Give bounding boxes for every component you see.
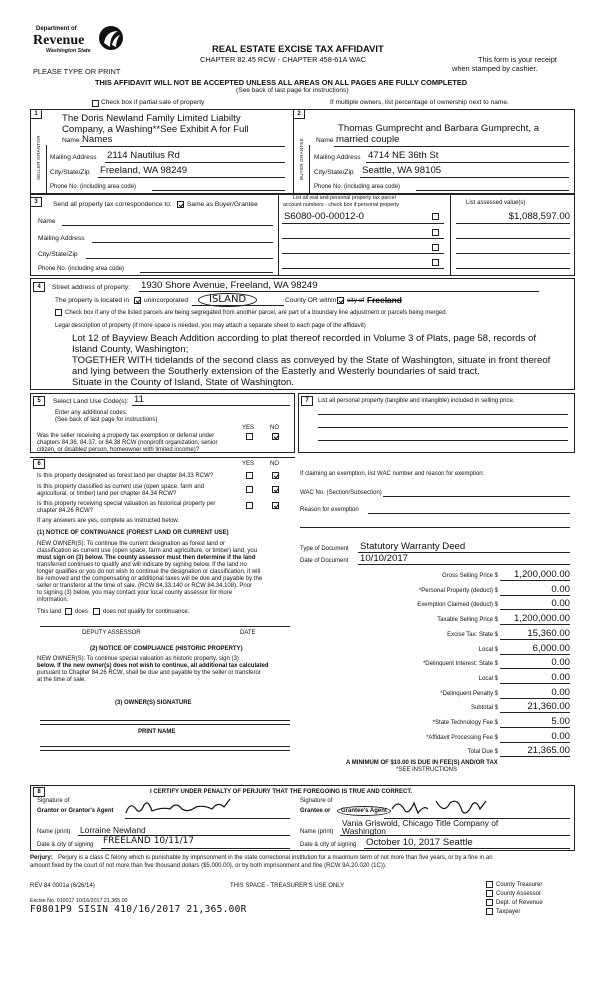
partial-sale-checkbox[interactable] [92,100,99,107]
tax-row-label: Subtotal $ [470,705,498,711]
form-title: REAL ESTATE EXCISE TAX AFFIDAVIT [212,43,384,54]
legal-line-1[interactable]: Lot 12 of Bayview Beach Addition according to plat thereof recorded in Volume 3 of Plats, page 58, records of [72,333,536,344]
copy-dept-revenue: Dept. of Revenue [496,900,543,906]
notice1-line6: be removed and the compensating or additional taxes will be due and payable by the [37,576,263,582]
tax-row-value[interactable]: 1,200,000.00 [513,569,570,580]
perjury-label: Perjury: [30,855,53,861]
grantor-name[interactable]: Lorraine Newland [80,825,146,835]
assessed-header: List assessed value(s) [466,200,526,206]
current-use-question-a: Is this property classified as current use (open space, farm and [37,484,205,490]
completion-warning: THIS AFFIDAVIT WILL NOT BE ACCEPTED UNLESS ALL AREAS ON ALL PAGES ARE FULLY COMPLETED [95,78,468,87]
owner-signature-title: (3) OWNER(S) SIGNATURE [115,700,192,706]
parcel-2-personal-checkbox[interactable] [432,229,439,236]
tax-row-underline [500,595,570,596]
tax-row-value[interactable]: 21,360.00 [527,701,570,712]
s5-yes-header: YES [242,425,255,431]
rev-number: REV 84 0001a (6/26/14) [30,883,95,889]
cashier-stamp-line: F0801P9 SISIN 410/16/2017 21,365.00R [30,904,247,915]
legal-description-label: Legal description of property (if more space is needed, you may attach a separate sheet to each page of the affidavit) [55,323,366,329]
buyer-city-value[interactable]: Seattle, WA 98105 [362,165,442,176]
parcel-3-personal-checkbox[interactable] [432,244,439,251]
grantee-name-print-label: Name (print) [300,829,334,835]
tax-row-underline [500,712,570,713]
notice-continuance-title: (1) NOTICE OF CONTINUANCE (FOREST LAND OR CURRENT USE) [37,530,229,536]
wac-label: WAC No. (Section/Subsection) [300,490,382,496]
historic-question-a: Is this property receiving special valuation as historical property per [37,501,216,507]
section-8-number: 8 [33,787,45,797]
parcel-header-2: account numbers - check box if personal property [283,202,400,208]
exemption-no-checkbox[interactable] [272,433,279,440]
tax-row-value[interactable]: 1,200,000.00 [513,613,570,624]
notice1-line8: to signing (3) below, you may contact your local county assessor for more [37,590,233,596]
tax-row-underline [500,742,570,743]
tax-row-label: Excise Tax: State $ [447,632,498,638]
buyer-city-label: City/State/Zip [314,169,354,176]
receipt-note-2: when stamped by cashier. [452,64,538,73]
agency-line1: Department of [36,26,77,32]
legal-line-5[interactable]: Situate in the County of Island, State of Washington. [72,377,295,388]
deputy-assessor-label: DEPUTY ASSESSOR [82,630,141,636]
copy-taxpayer: Taxpayer [496,909,521,915]
grantee-signature-icon[interactable] [388,795,508,819]
buyer-mailing-label: Mailing Address [314,154,361,161]
if-yes-note: If any answers are yes, complete as instructed below. [37,518,180,524]
copy-county-assessor: County Assessor [496,891,542,897]
tax-row-value[interactable]: 6,000.00 [532,643,570,654]
tax-row-underline [500,654,570,655]
grantee-sig-of: Signature of [300,798,333,804]
doc-type-value[interactable]: Statutory Warranty Deed [360,541,466,552]
section-5-number: 5 [33,396,45,406]
grantor-agent-label: Grantor or Grantor's Agent [37,808,114,814]
forest-yes-checkbox[interactable] [246,472,253,479]
certify-statement: I CERTIFY UNDER PENALTY OF PERJURY THAT THE FOREGOING IS TRUE AND CORRECT. [150,789,413,795]
seller-name-line2[interactable]: Company, a Washing**See Exhibit A for Full [62,124,249,135]
section-3-number: 3 [30,197,42,207]
city-value[interactable]: Freeland [367,295,402,305]
buyer-side-label: BUYER GRANTEE [299,138,304,180]
current-use-yes-checkbox[interactable] [246,486,253,493]
copy-dept-revenue-checkbox[interactable] [486,899,493,906]
send-correspondence-label: Send all property tax correspondence to: [53,201,172,208]
tax-row-label: Gross Selling Price $ [441,573,498,579]
grantor-signature-icon[interactable] [122,795,242,819]
legal-line-2[interactable]: Island County, Washington; [72,344,189,355]
additional-codes-note: (See back of last page for instructions) [55,417,158,423]
seller-city-label: City/State/Zip [50,169,90,176]
corr-mailing-label: Mailing Address [38,235,85,242]
notice2-line1: NEW OWNER(S): To continue special valuation as historic property, sign (3) [37,656,239,662]
grantor-sig-of: Signature of [37,798,70,804]
historic-question-b: chapter 84.26 RCW? [37,508,94,514]
notice1-line9: information. [37,597,69,603]
tax-row-underline [500,727,570,728]
tax-row-label: *State Technology Fee $ [432,720,498,726]
treasurer-space-label: THIS SPACE - TREASURER'S USE ONLY [230,883,345,889]
grantor-name-print-label: Name (print) [37,829,71,835]
parcel-4-personal-checkbox[interactable] [432,259,439,266]
seller-name-line1[interactable]: The Doris Newland Family Limited Liabilty [62,113,241,124]
tax-row-value[interactable]: 0.00 [551,687,570,698]
agency-line3: Washington State [46,48,91,54]
exemption-q3: citizen, or disabled person, homeowner with limited income)? [37,447,200,453]
deputy-date-label: DATE [240,630,256,636]
tax-row-label: *Personal Property (deduct) $ [418,588,498,594]
section-2-number: 2 [293,109,305,119]
grantee-date-city[interactable]: October 10, 2017 Seattle [366,837,473,848]
tax-row-label: Total Due $ [467,749,498,755]
form-subtitle: CHAPTER 82.45 RCW - CHAPTER 458-61A WAC [200,55,367,64]
unincorporated-label: unincorporated [144,297,188,304]
exemption-q2: chapters 84.36, 84.37, or 84.38 RCW (nonprofit organization, senior [37,440,218,446]
section-4-number: 4 [33,282,45,292]
buyer-phone-label: Phone No. (including area code) [314,184,401,190]
located-label: The property is located in [55,297,130,304]
tax-row-label: *Delinquent Penalty $ [440,691,498,697]
minimum-note: A MINIMUM OF $10.00 IS DUE IN FEE(S) AND/OR TAX [346,760,498,766]
copy-county-treasurer-checkbox[interactable] [486,881,493,888]
see-instructions-note: *SEE INSTRUCTIONS [396,767,458,773]
land-use-label: Select Land Use Code(s): [53,398,129,405]
exemption-q1: Was the seller receiving a property tax exemption or deferral under [37,433,215,439]
notice1-line7: seller or transferor at the time of sale. (RCW 84.33.140 or RCW 84.34.108). Prior [37,583,253,589]
forest-land-question: Is this property designated as forest land per chapter 84.33 RCW? [37,473,214,479]
doc-date-value[interactable]: 10/10/2017 [360,553,409,564]
tax-row-underline [500,756,570,757]
historic-yes-checkbox[interactable] [246,502,253,509]
tax-row-value[interactable]: 5.00 [551,716,570,727]
s6-yes-header: YES [242,461,255,467]
tax-row-underline [500,683,570,684]
perjury-text-2: amount fixed by the court of not more than five thousand dollars ($5,000.00), or by both imprisonment and fine (RCW 9A.20.020 (1C)). [30,863,387,869]
street-label: Street address of property: [52,284,131,291]
wac-intro: If claiming an exemption, list WAC number and reason for exemption: [300,471,485,477]
additional-codes-label: Enter any additional codes: [55,410,128,416]
corr-phone-label: Phone No. (including area code) [38,266,125,272]
segregated-checkbox[interactable] [55,309,62,316]
notice2-line4: at the time of sale. [37,677,87,683]
tax-row-underline [500,609,570,610]
seller-side-label: SELLER GRANTOR [36,135,41,180]
legal-line-3[interactable]: TOGETHER WITH tidelands of the second class as conveyed by the State of Washington, situate in front thereof [72,355,551,366]
tax-row-value[interactable]: 15,360.00 [527,628,570,639]
corr-city-label: City/State/Zip [38,251,78,258]
notice1-line3: must sign on (3) below. The county assessor must then determine if the land [37,555,256,561]
doc-date-label: Date of Document [300,558,349,564]
tax-row-value[interactable]: 0.00 [551,672,570,683]
tax-row-underline [500,698,570,699]
doc-type-label: Type of Document [300,546,349,552]
tax-row-label: Taxable Selling Price $ [437,617,498,623]
parcel-number-1[interactable]: S6080-00-00012-0 [284,211,365,222]
county-handwritten[interactable]: ISLAND [198,293,257,307]
grantee-date-city-label: Date & city of signing [300,842,357,848]
grantee-label-b: Grantee's Agent [337,806,391,816]
unincorporated-checkbox[interactable] [134,297,141,304]
dor-swirl-icon [96,23,126,53]
notice1-line1: NEW OWNER(S): To continue the current designation as forest land or [37,541,225,547]
city-of-checkbox[interactable] [337,297,344,304]
does-qualify-checkbox[interactable] [65,608,72,615]
tax-row-underline [500,580,570,581]
city-of-label: city of [347,297,365,304]
notice2-line2: below. If the new owner(s) does not wish to continue, all additional tax calculated [37,663,269,669]
current-use-question-b: agricultural, or timber) land per chapter 84.34 RCW? [37,491,177,497]
tax-row-underline [500,624,570,625]
county-or-within-label: County OR within [285,297,337,304]
notice1-line5: longer qualifies or you do not wish to continue the designation or classification, it will [37,569,261,575]
multiple-owners-note: If multiple owners, list percentage of ownership next to name. [330,99,509,106]
section-7-number: 7 [301,396,313,406]
section-1-number: 1 [30,109,42,119]
please-type: PLEASE TYPE OR PRINT [33,67,121,76]
agency-line2: Revenue [33,33,85,48]
assessed-value-1[interactable]: $1,088,597.00 [508,211,570,222]
historic-no-checkbox[interactable] [272,502,279,509]
perjury-text-1: Perjury is a class C felony which is punishable by imprisonment in the state correctional institution for a maximum term of not more than five years, or by a fine in an [58,855,493,861]
personal-property-label: List all personal property (tangible and intangible) included in selling price. [318,398,515,404]
parcel-1-personal-checkbox[interactable] [432,213,439,220]
receipt-note-1: This form is your receipt [478,55,557,64]
tax-row-label: *Affidavit Processing Fee $ [426,735,498,741]
notice2-line3: pursuant to Chapter 84.26 RCW, shall be due and payable by the seller or transferor [37,670,261,676]
tax-row-value[interactable]: 0.00 [551,598,570,609]
tax-row-value[interactable]: 0.00 [551,584,570,595]
same-as-buyer-label: Same as Buyer/Grantee [187,201,258,208]
tax-row-label: *Delinquent Interest: State $ [422,661,498,667]
tax-row-label: Exemption Claimed (deduct) $ [417,602,498,608]
buyer-name-line2[interactable]: married couple [336,134,400,145]
forest-no-checkbox[interactable] [272,472,279,479]
exemption-yes-checkbox[interactable] [246,433,253,440]
tax-row-underline [500,639,570,640]
copy-taxpayer-checkbox[interactable] [486,908,493,915]
buyer-mailing-value[interactable]: 4714 NE 36th St [368,150,439,161]
seller-mailing-label: Mailing Address [50,154,97,161]
seller-mailing-value[interactable]: 2114 Nautilus Rd [107,150,180,161]
tax-row-value[interactable]: 0.00 [551,731,570,742]
notice-compliance-title: (2) NOTICE OF COMPLIANCE (HISTORIC PROPERTY) [90,646,243,652]
current-use-no-checkbox[interactable] [272,486,279,493]
segregated-note: Check box if any of the listed parcels are being segregated from another parcel, are part of a boundary line adjustment or parcels being merged. [65,310,448,316]
copy-county-assessor-checkbox[interactable] [486,890,493,897]
copy-county-treasurer: County Treasurer [496,882,543,888]
print-name-label: PRINT NAME [138,729,176,735]
s5-no-header: NO [270,425,279,431]
notice1-line4: transferred continues to qualify and will indicate by signing below. If the land no [37,562,247,568]
legal-line-4[interactable]: and lying between the Southerly extension of the Easterly and Westerly boundaries of said tract. [72,366,480,377]
partial-sale-label: Check box if partial sale of property [101,99,205,106]
receipt-stamp: Excise No. 010017 10/16/2017 21,365.00 [30,898,128,904]
qualify-text-b: does [75,609,89,615]
grantor-date-city-label: Date & city of signing [37,842,94,848]
parcel-header-1: List all real and personal property tax parcel [293,195,396,201]
tax-row-label: Local $ [478,676,498,682]
grantee-name-2[interactable]: Washington [342,826,386,836]
qualify-text-c: does not qualify for continuance. [103,609,190,615]
same-as-buyer-checkbox[interactable] [177,201,184,208]
buyer-name-line1[interactable]: Thomas Gumprecht and Barbara Gumprecht, a [338,123,540,134]
s6-no-header: NO [270,461,279,467]
grantor-date-city[interactable]: FREELAND 10/11/17 [103,836,195,846]
street-value[interactable]: 1930 Shore Avenue, Freeland, WA 98249 [141,280,318,291]
section-6-number: 6 [33,459,45,469]
reason-label: Reason for exemption [300,507,359,513]
tax-row-value[interactable]: 21,365.00 [527,745,570,756]
grantee-label-a: Grantee or [300,808,331,814]
land-use-value[interactable]: 11 [134,394,144,405]
buyer-name-label: Name [316,137,334,144]
seller-name-label: Name [62,137,80,144]
seller-phone-label: Phone No. (including area code) [50,184,137,190]
tax-row-label: Local $ [478,647,498,653]
notice1-line2: classification as current use (open space, farm and agriculture, or timber) land, you [37,548,258,554]
seller-name-line3[interactable]: Names [82,134,113,145]
corr-name-label: Name [38,218,56,225]
tax-row-underline [500,668,570,669]
tax-row-value[interactable]: 0.00 [551,657,570,668]
does-not-qualify-checkbox[interactable] [93,608,100,615]
see-back-note: (See back of last page for instructions) [236,87,349,94]
grantee-name-1[interactable]: Vania Griswold, Chicago Title Company of [342,818,499,828]
qualify-text-a: This land [37,609,62,615]
seller-city-value[interactable]: Freeland, WA 98249 [100,165,188,176]
